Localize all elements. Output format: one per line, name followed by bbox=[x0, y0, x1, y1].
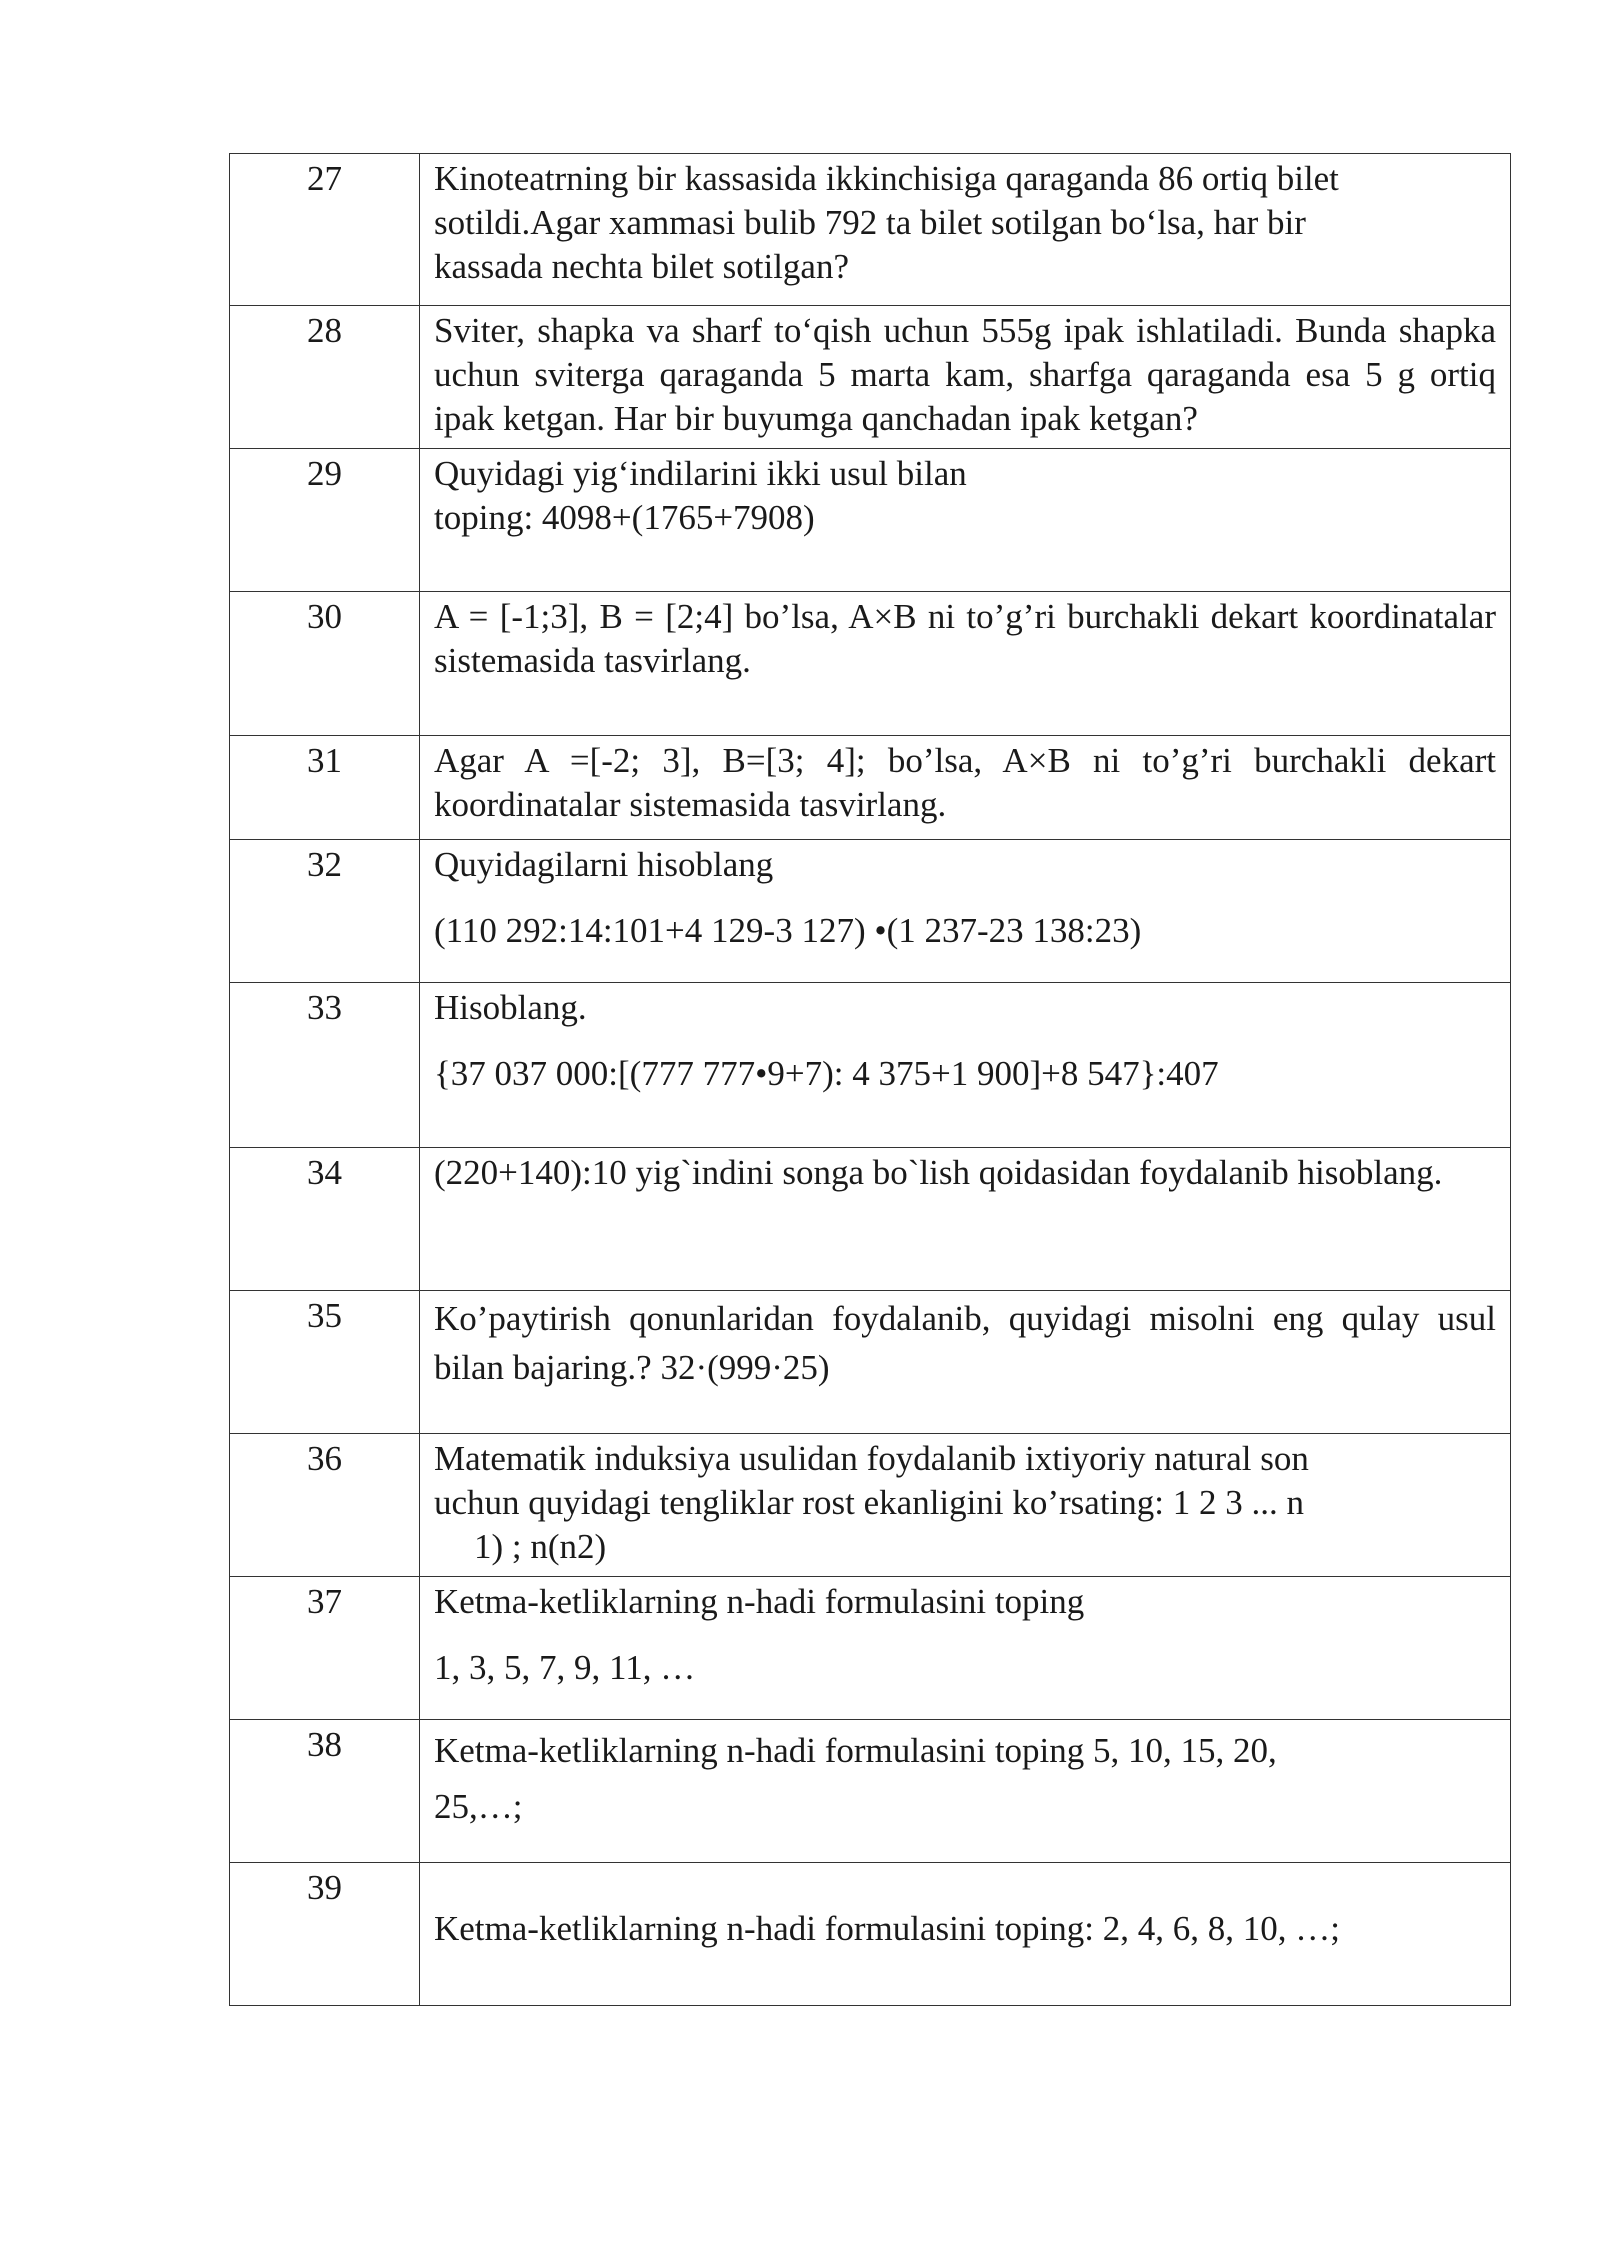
row-text bbox=[420, 154, 1511, 306]
row-number: 37 bbox=[230, 1577, 420, 1720]
row-text bbox=[420, 449, 1511, 592]
text-line: kassada nechta bilet sotilgan? bbox=[434, 247, 849, 286]
row-text: (220+140):10 yig`indini songa bo`lish qoidasidan foydalanib hisoblang. bbox=[420, 1148, 1511, 1291]
row-number: 27 bbox=[230, 154, 420, 306]
text-line: 25,…; bbox=[434, 1787, 523, 1826]
row-number: 38 bbox=[230, 1720, 420, 1863]
table-row bbox=[230, 306, 1511, 449]
text-line: 1) ; n(n2) bbox=[474, 1527, 607, 1566]
row-text bbox=[420, 983, 1511, 1148]
table-row bbox=[230, 449, 1511, 592]
tasks-table bbox=[229, 153, 1511, 2006]
table-row bbox=[230, 736, 1511, 840]
row-text: Ko’paytirish qonunlaridan foydalanib, quyidagi misolni eng qulay usul bilan bajaring.? 32·(999·25) bbox=[420, 1291, 1511, 1434]
row-number: 28 bbox=[230, 306, 420, 449]
text-line: Kinoteatrning bir kassasida ikkinchisiga qaraganda 86 ortiq bilet bbox=[434, 159, 1339, 198]
row-number: 39 bbox=[230, 1863, 420, 2006]
row-text bbox=[420, 1577, 1511, 1720]
row-number: 36 bbox=[230, 1434, 420, 1577]
text-line: Ketma-ketliklarning n-hadi formulasini toping bbox=[434, 1582, 1085, 1621]
table-row bbox=[230, 1577, 1511, 1720]
row-text: Agar A =[-2; 3], B=[3; 4]; bo’lsa, A×B ni to’g’ri burchakli dekart koordinatalar sistemasida tasvirlang. bbox=[420, 736, 1511, 840]
table-row bbox=[230, 1863, 1511, 2006]
row-text bbox=[420, 1434, 1511, 1577]
row-number: 31 bbox=[230, 736, 420, 840]
row-number: 30 bbox=[230, 592, 420, 736]
table-row bbox=[230, 154, 1511, 306]
table-row bbox=[230, 983, 1511, 1148]
row-text: Ketma-ketliklarning n-hadi formulasini toping: 2, 4, 6, 8, 10, …; bbox=[420, 1863, 1511, 2006]
row-text: Sviter, shapka va sharf to‘qish uchun 555g ipak ishlatiladi. Bunda shapka uchun sviterga qaraganda 5 marta kam, sharfga qaraganda esa 5 g ortiq ipak ketgan. Har bir buyumga qanchadan ipak ketgan? bbox=[420, 306, 1511, 449]
row-number: 34 bbox=[230, 1148, 420, 1291]
row-number: 32 bbox=[230, 840, 420, 983]
row-number: 33 bbox=[230, 983, 420, 1148]
text-line: 1, 3, 5, 7, 9, 11, … bbox=[434, 1648, 696, 1687]
table-row bbox=[230, 1291, 1511, 1434]
row-number: 29 bbox=[230, 449, 420, 592]
table-row bbox=[230, 840, 1511, 983]
table-row bbox=[230, 592, 1511, 736]
text-line: (110 292:14:101+4 129-3 127) •(1 237-23 138:23) bbox=[434, 911, 1142, 950]
row-text: A = [-1;3], B = [2;4] bo’lsa, A×B ni to’g’ri burchakli dekart koordinatalar sistemasida tasvirlang. bbox=[420, 592, 1511, 736]
text-line: {37 037 000:[(777 777•9+7): 4 375+1 900]+8 547}:407 bbox=[434, 1054, 1219, 1093]
row-text bbox=[420, 840, 1511, 983]
text-line: Quyidagi yig‘indilarini ikki usul bilan bbox=[434, 454, 967, 493]
text-line: sotildi.Agar xammasi bulib 792 ta bilet sotilgan bo‘lsa, har bir bbox=[434, 203, 1306, 242]
text-line: Matematik induksiya usulidan foydalanib ixtiyoriy natural son bbox=[434, 1439, 1309, 1478]
text-line: Hisoblang. bbox=[434, 988, 587, 1027]
text-line: toping: 4098+(1765+7908) bbox=[434, 498, 815, 537]
row-text bbox=[420, 1720, 1511, 1863]
row-number: 35 bbox=[230, 1291, 420, 1434]
table-row bbox=[230, 1434, 1511, 1577]
text-line: Quyidagilarni hisoblang bbox=[434, 845, 774, 884]
table-row bbox=[230, 1720, 1511, 1863]
text-line: uchun quyidagi tengliklar rost ekanligini ko’rsating: 1 2 3 ... n bbox=[434, 1483, 1304, 1522]
text-line: Ketma-ketliklarning n-hadi formulasini toping 5, 10, 15, 20, bbox=[434, 1731, 1277, 1770]
table-row bbox=[230, 1148, 1511, 1291]
